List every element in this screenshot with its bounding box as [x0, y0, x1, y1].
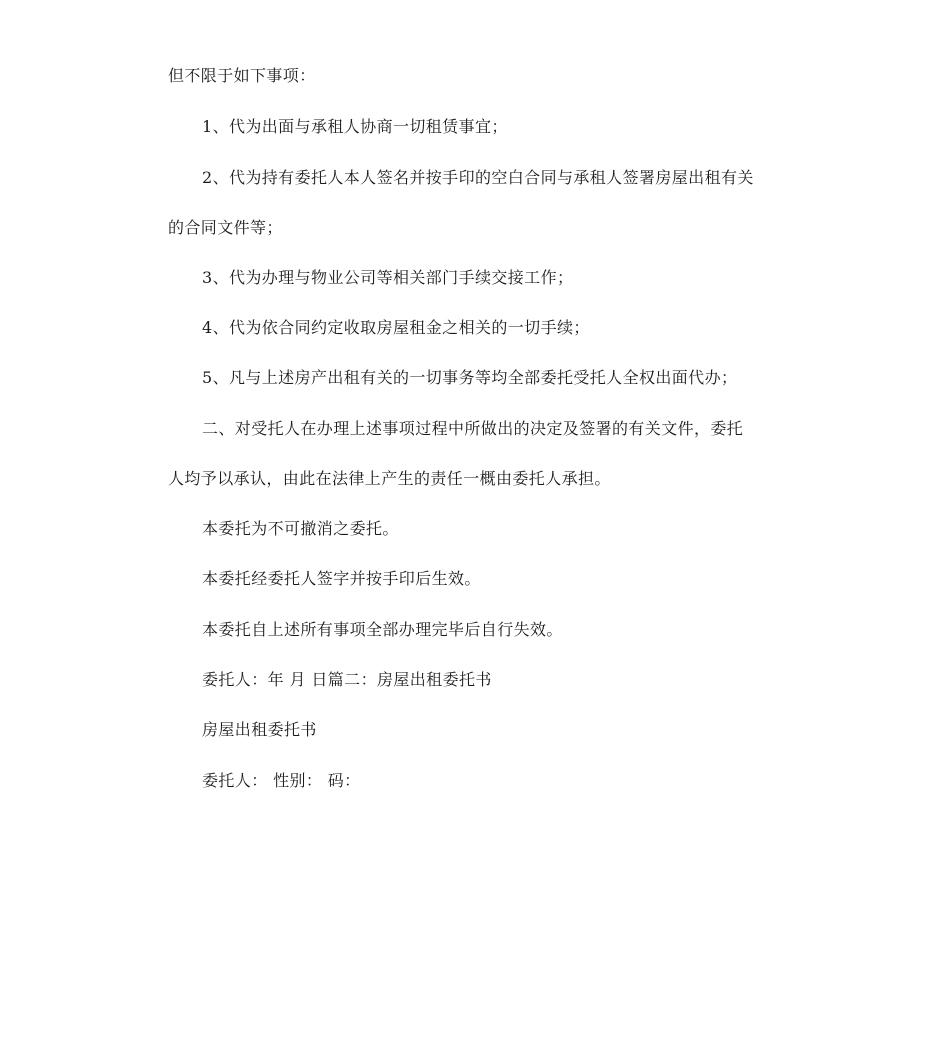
expiry-statement: 本委托自上述所有事项全部办理完毕后自行失效。: [202, 620, 563, 639]
clause-2: 二、对受托人在办理上述事项过程中所做出的决定及签署的有关文件，委托: [202, 419, 744, 438]
intro-line: 但不限于如下事项：: [168, 66, 316, 85]
item-5: 5、凡与上述房产出租有关的一切事务等均全部委托受托人全权出面代办；: [202, 368, 738, 387]
irrevocable-statement: 本委托为不可撤消之委托。: [202, 519, 399, 538]
item-3: 3、代为办理与物业公司等相关部门手续交接工作；: [202, 268, 574, 287]
principal-info-line: 委托人： 性别： 码：: [202, 771, 361, 790]
clause-2-continued: 人均予以承认，由此在法律上产生的责任一概由委托人承担。: [168, 469, 611, 488]
item-1: 1、代为出面与承租人协商一切租赁事宜；: [202, 117, 508, 136]
section-title: 房屋出租委托书: [202, 720, 317, 739]
item-4: 4、代为依合同约定收取房屋租金之相关的一切手续；: [202, 318, 590, 337]
effective-statement: 本委托经委托人签字并按手印后生效。: [202, 569, 481, 588]
signature-date-line: 委托人：年 月 日篇二：房屋出租委托书: [202, 670, 492, 689]
item-2: 2、代为持有委托人本人签名并按手印的空白合同与承租人签署房屋出租有关: [202, 168, 754, 187]
item-2-continued: 的合同文件等；: [168, 218, 283, 237]
